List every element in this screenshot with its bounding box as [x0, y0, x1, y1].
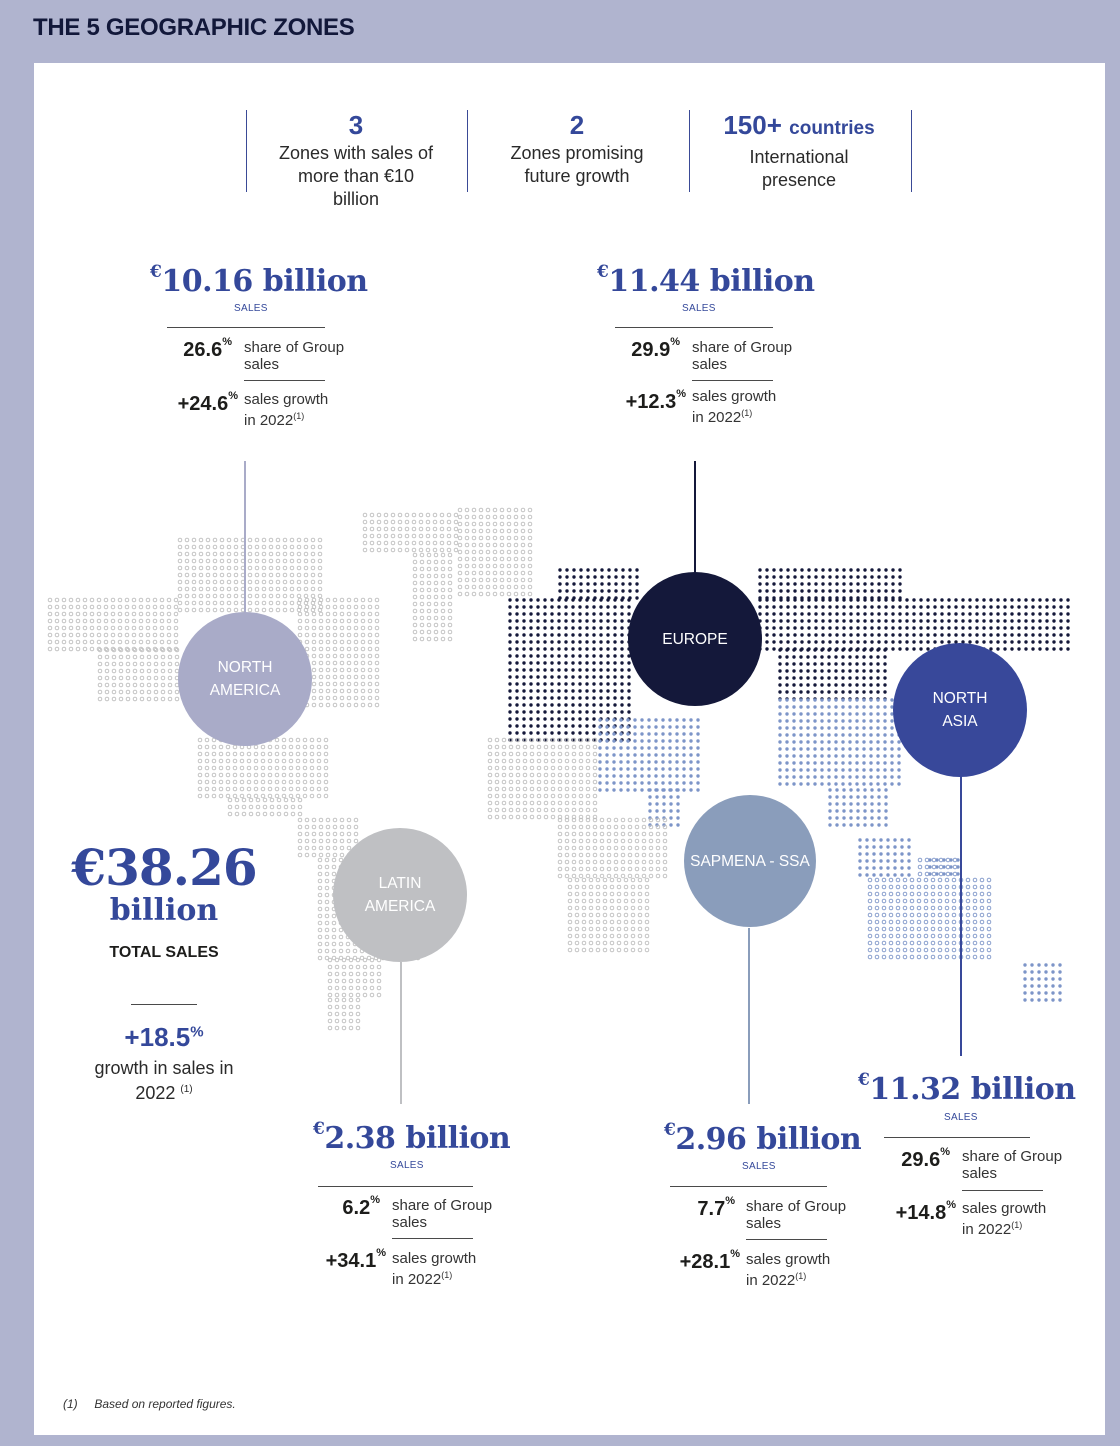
amount-value: 11.32 billion	[869, 1072, 1076, 1107]
highlight-number: 3	[348, 110, 364, 140]
growth-value: +24.6	[177, 393, 229, 415]
currency-symbol: €	[597, 262, 609, 282]
sales-label: SALES	[390, 1160, 424, 1171]
divider	[318, 1186, 473, 1187]
currency-symbol: €	[313, 1119, 325, 1139]
north-america-connector	[244, 461, 246, 613]
footnote-ref: (1)	[293, 411, 305, 421]
europe-connector	[694, 461, 696, 583]
europe-sales	[597, 264, 815, 299]
growth-value: +28.1	[679, 1251, 731, 1273]
share-description: share of Group sales	[692, 339, 793, 373]
total-growth-label	[84, 1057, 244, 1104]
north-america-circle[interactable]	[178, 612, 312, 746]
highlight-number: 2	[569, 110, 585, 140]
percent-sign: %	[946, 1199, 956, 1211]
north-asia-circle[interactable]	[893, 643, 1027, 777]
share-description: share of Group sales	[746, 1198, 847, 1232]
north-asia-growth	[868, 1199, 956, 1225]
growth-text: sales growth in 2022	[244, 391, 329, 429]
europe-growth	[597, 388, 686, 414]
zone-name: NORTH AMERICA	[209, 659, 281, 699]
growth-description	[746, 1251, 846, 1289]
sapmena-growth	[652, 1248, 740, 1274]
north-america-growth	[150, 390, 238, 416]
growth-description	[692, 388, 792, 426]
percent-sign: %	[676, 388, 686, 400]
amount-value: 2.38 billion	[324, 1121, 511, 1156]
percent-sign: %	[190, 1023, 204, 1041]
share-value: 7.7	[697, 1198, 726, 1220]
share-description: share of Group sales	[962, 1148, 1063, 1182]
footnote-ref: (1)	[795, 1271, 807, 1281]
amount-value: 2.96 billion	[675, 1122, 862, 1157]
footnote-ref: (1)	[180, 1084, 193, 1095]
divider	[746, 1239, 827, 1240]
growth-description	[244, 391, 344, 429]
sapmena-ssa-circle[interactable]	[684, 795, 816, 927]
latin-america-share	[300, 1194, 380, 1220]
highlight-text: Zones promising future growth	[510, 143, 644, 186]
latin-america-growth	[298, 1247, 386, 1273]
total-sales-label: TOTAL SALES	[109, 944, 219, 961]
latin-america-circle[interactable]	[333, 828, 467, 962]
footnote-ref: (1)	[1011, 1220, 1023, 1230]
growth-description	[962, 1200, 1062, 1238]
europe-circle[interactable]	[628, 572, 762, 706]
currency-symbol: €	[664, 1120, 676, 1140]
north-america-share	[150, 336, 232, 362]
growth-value: +34.1	[325, 1250, 377, 1272]
percent-sign: %	[228, 390, 238, 402]
divider	[615, 327, 773, 328]
sales-label: SALES	[742, 1161, 776, 1172]
percent-sign: %	[730, 1248, 740, 1260]
zone-name: NORTH ASIA	[932, 690, 988, 730]
share-description: share of Group sales	[244, 339, 345, 373]
sapmena-connector	[748, 928, 750, 1104]
total-sales-amount: €38.26	[71, 838, 257, 897]
growth-text: sales growth in 2022	[692, 388, 777, 426]
footnote-ref: (1)	[741, 408, 753, 418]
highlight-unit: countries	[789, 118, 875, 139]
highlight-text: International presence	[749, 147, 849, 190]
sapmena-sales	[664, 1122, 861, 1157]
percent-sign: %	[670, 336, 680, 348]
total-sales-unit: billion	[109, 893, 219, 928]
divider	[244, 380, 325, 381]
map-dot-region	[598, 718, 699, 826]
percent-sign: %	[940, 1146, 950, 1158]
highlight-value: 150+	[723, 110, 782, 140]
footnote	[63, 1397, 236, 1411]
north-asia-sales	[858, 1072, 1076, 1107]
divider	[167, 327, 325, 328]
growth-value: +14.8	[895, 1202, 947, 1224]
amount-value: 11.44 billion	[608, 264, 815, 299]
map-dot-region	[1023, 963, 1061, 1001]
growth-label-text: growth in sales in 2022	[94, 1058, 234, 1103]
percent-sign: %	[222, 336, 232, 348]
growth-text: sales growth in 2022	[962, 1200, 1047, 1238]
share-value: 6.2	[342, 1197, 371, 1219]
currency-symbol: €	[150, 262, 162, 282]
growth-text: sales growth in 2022	[746, 1251, 831, 1289]
map-dot-region	[363, 508, 532, 641]
share-value: 29.6	[901, 1149, 941, 1171]
sales-label: SALES	[682, 303, 716, 314]
amount-value: 10.16 billion	[161, 264, 368, 299]
share-value: 26.6	[183, 339, 223, 361]
zone-name: EUROPE	[662, 630, 728, 648]
total-growth	[64, 1022, 264, 1053]
divider	[131, 1004, 197, 1005]
north-asia-share	[870, 1146, 950, 1172]
divider	[962, 1190, 1043, 1191]
sapmena-share	[655, 1195, 735, 1221]
footnote-ref: (1)	[441, 1270, 453, 1280]
divider	[670, 1186, 827, 1187]
page-title: THE 5 GEOGRAPHIC ZONES	[33, 14, 355, 41]
highlight-text: Zones with sales of more than €10 billion	[278, 143, 434, 209]
latin-america-sales	[313, 1121, 510, 1156]
percent-sign: %	[376, 1247, 386, 1259]
percent-sign: %	[370, 1194, 380, 1206]
map-dot-region	[488, 738, 667, 952]
sales-label: SALES	[944, 1112, 978, 1123]
share-value: 29.9	[631, 339, 671, 361]
growth-text: sales growth in 2022	[392, 1250, 477, 1288]
zone-name: LATIN AMERICA	[364, 875, 436, 915]
divider	[692, 380, 773, 381]
footnote-text: Based on reported figures.	[94, 1397, 236, 1411]
percent-sign: %	[725, 1195, 735, 1207]
share-description: share of Group sales	[392, 1197, 493, 1231]
growth-description	[392, 1250, 492, 1288]
sales-label: SALES	[234, 303, 268, 314]
north-america-sales	[150, 264, 368, 299]
growth-value: +12.3	[625, 391, 677, 413]
north-asia-connector	[960, 776, 962, 1056]
footnote-mark: (1)	[63, 1397, 78, 1411]
zone-name: SAPMENA - SSA	[690, 852, 810, 870]
divider	[884, 1137, 1030, 1138]
currency-symbol: €	[858, 1070, 870, 1090]
europe-share	[597, 336, 680, 362]
divider	[392, 1238, 473, 1239]
total-growth-value: +18.5	[124, 1022, 191, 1052]
latin-america-connector	[400, 962, 402, 1104]
